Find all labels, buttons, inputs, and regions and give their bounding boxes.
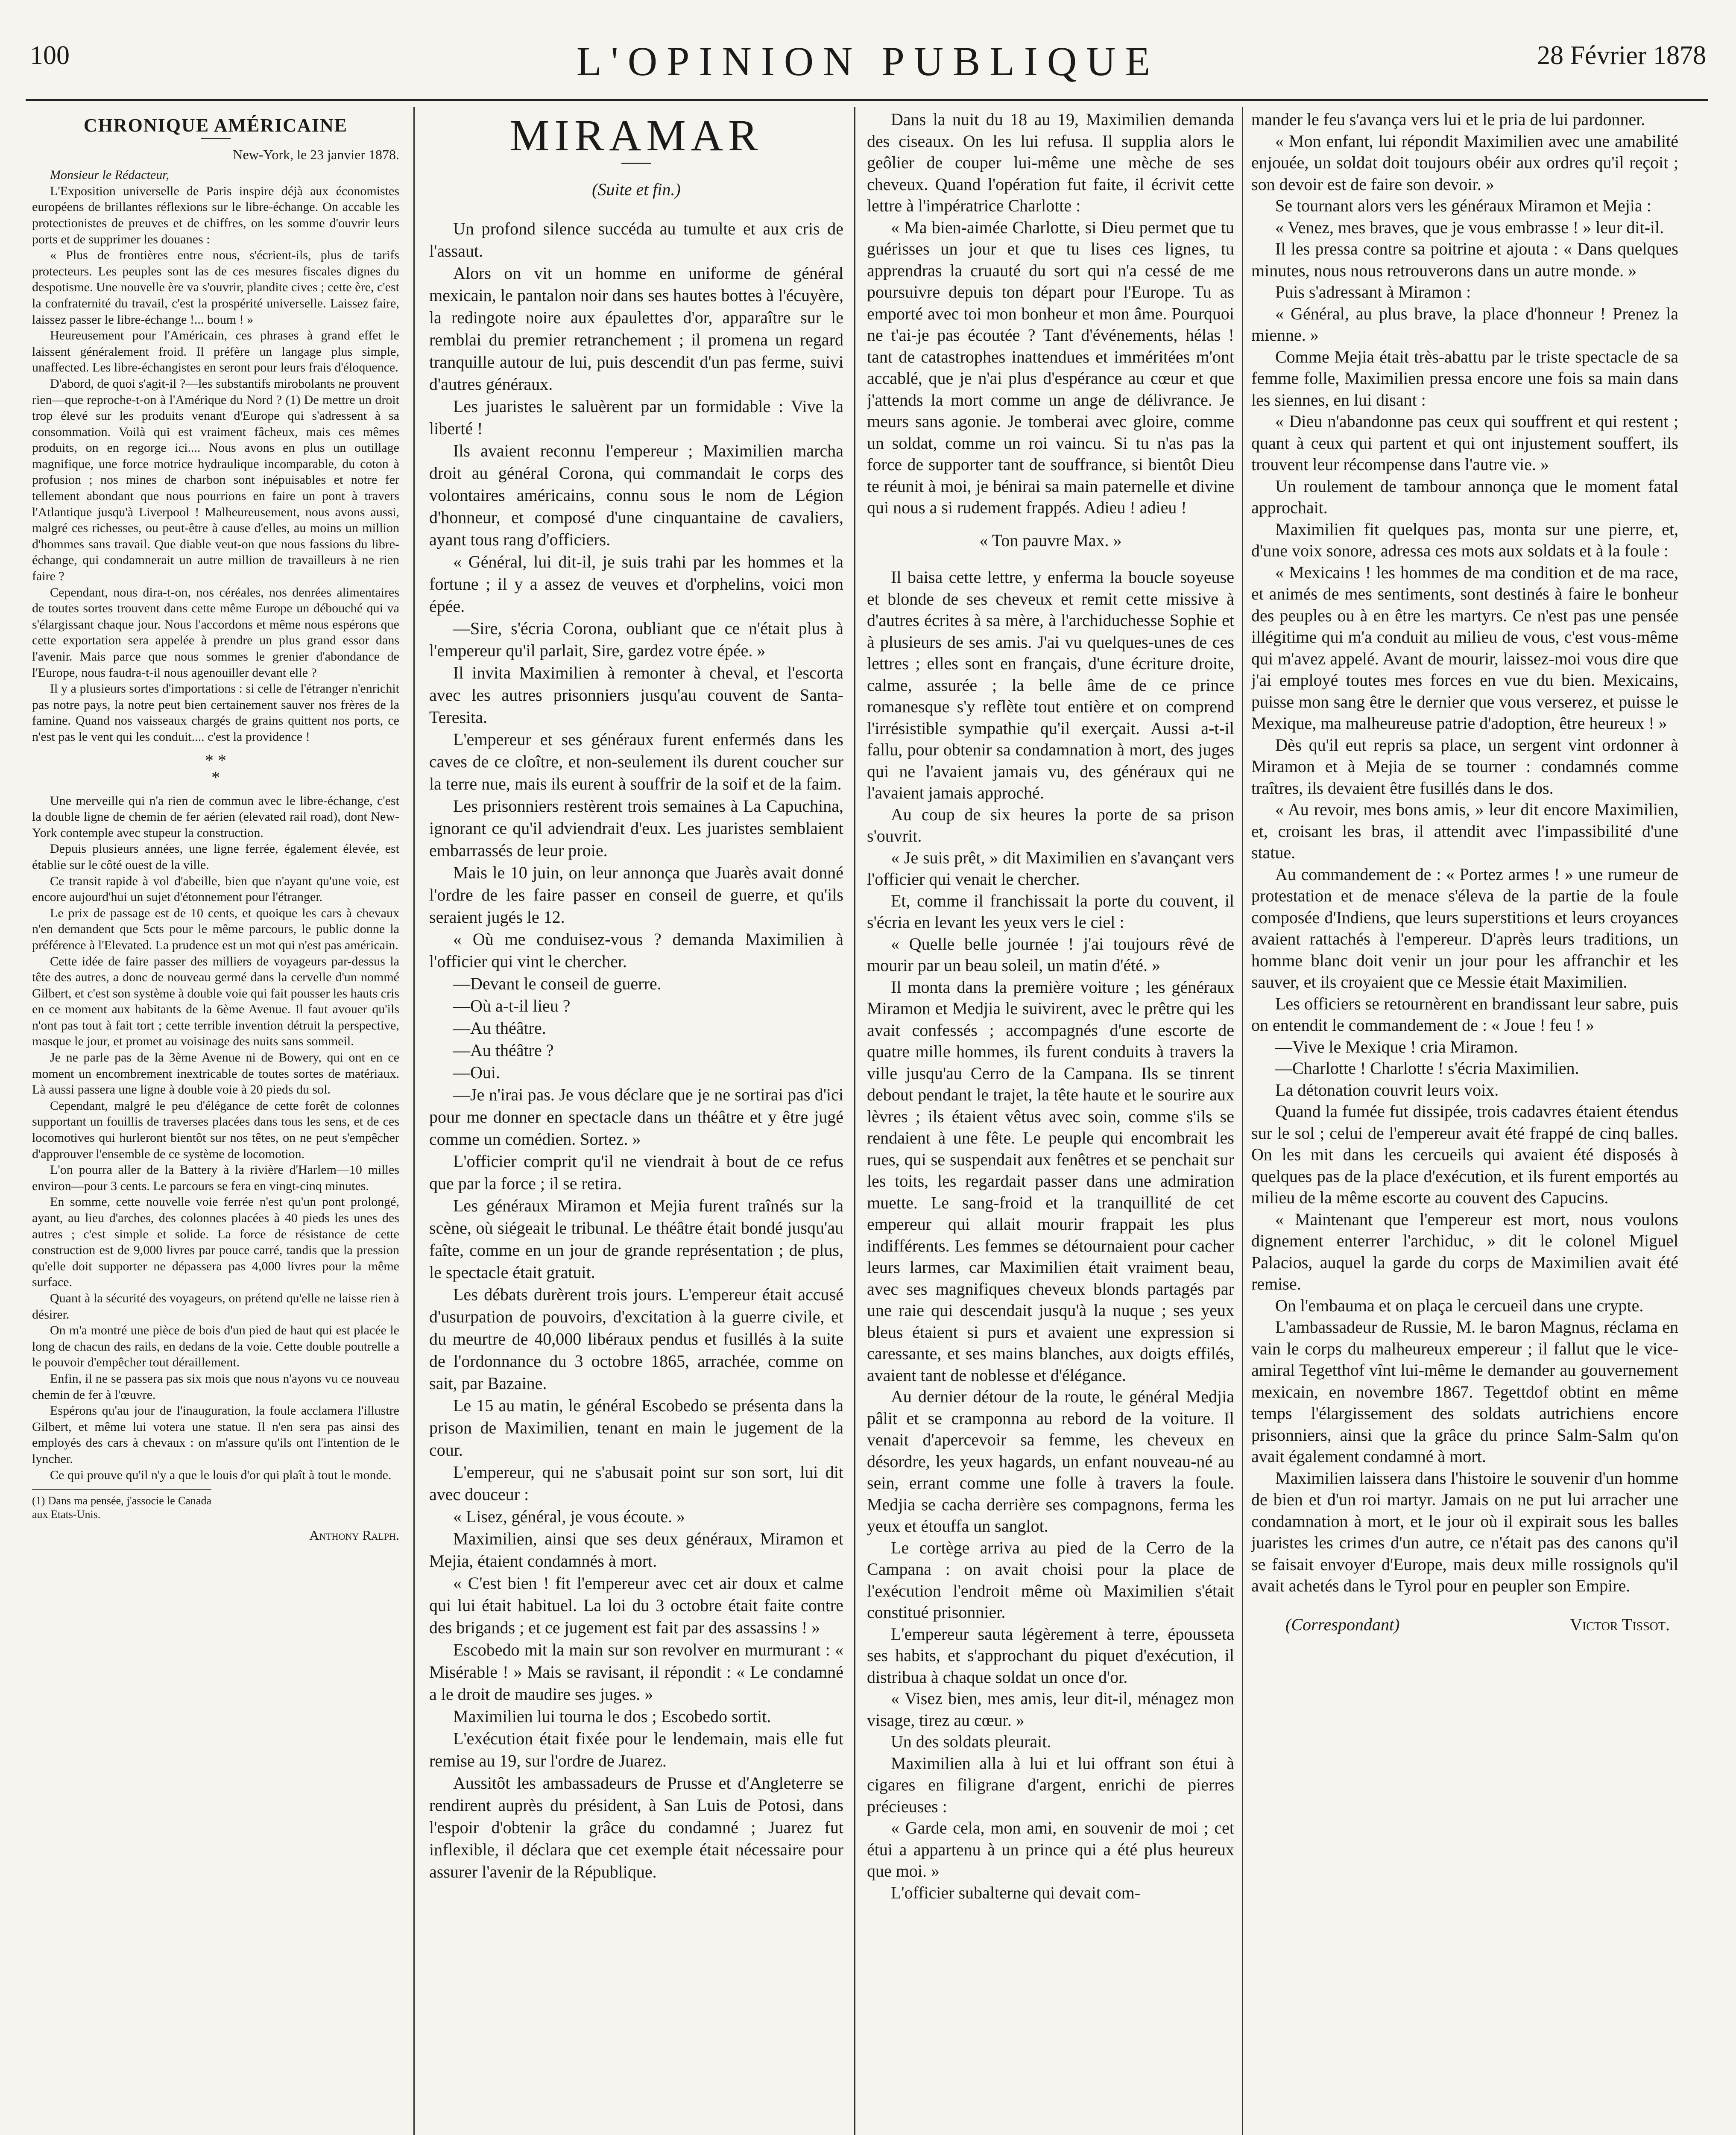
miramar-body-1 bbox=[429, 218, 843, 1883]
paragraph: —Au théâtre ? bbox=[453, 1041, 554, 1060]
paragraph: En somme, cette nouvelle voie ferrée n'est qu'un pont prolongé, ayant, au lieu d'arches, des colonnes placées à 40 pieds les unes des autres ; c'est simple et solide. La force de résistance de cette construction est de 9,000 livres par pouce carré, tandis que la pression qu'elle doit supporter ne dépassera pas 4,000 livres pour la même surface. bbox=[32, 1195, 399, 1290]
issue-date: 28 Février 1878 bbox=[1537, 41, 1706, 70]
miramar-column-3 bbox=[1251, 109, 1678, 2135]
page-number: 100 bbox=[30, 41, 70, 70]
column-divider bbox=[854, 107, 855, 2135]
paragraph: « Mon enfant, lui répondit Maximilien avec une amabilité enjouée, un soldat doit toujours obéir aux ordres qu'il reçoit ; son devoir est de faire son devoir. » bbox=[1251, 131, 1678, 194]
paragraph: —Oui. bbox=[453, 1063, 500, 1082]
paragraph: Puis s'adressant à Miramon : bbox=[1275, 282, 1471, 301]
miramar-subtitle: (Suite et fin.) bbox=[592, 180, 681, 199]
paragraph: « Mexicains ! les hommes de ma condition et de ma race, et animés de mes sentiments, sont destinés à faire le bonheur des peuples ou à en être les martyrs. Ce n'est pas une pensée illégitime qui m'a conduit au milieu de vous, c'est vous-même qui m'avez appelé. Avant de mourir, laissez-moi vous dire que j'ai employé toutes mes forces en vue du bien. Mexicains, puisse mon sang être le dernier que vous verserez, et puisse le Mexique, ma malheureuse patrie d'adoption, être heureux ! » bbox=[1251, 562, 1678, 733]
paragraph: Maximilien fit quelques pas, monta sur une pierre, et, d'une voix sonore, adressa ces mots aux soldats et à la foule : bbox=[1251, 519, 1678, 560]
paragraph: Le cortège arriva au pied de la Cerro de la Campana : on avait choisi pour la place de l'exécution l'endroit même où Maximilien s'était constitué prisonnier. bbox=[867, 1538, 1234, 1622]
miramar-title: MIRAMAR bbox=[509, 111, 763, 160]
paragraph: Une merveille qui n'a rien de commun avec le libre-échange, c'est la double ligne de chemin de fer aérien (elevated rail road), dont New-York contemple avec stupeur la construction. bbox=[32, 793, 399, 840]
paragraph: On l'embauma et on plaça le cercueil dans une crypte. bbox=[1275, 1296, 1644, 1315]
paragraph: Maximilien lui tourna le dos ; Escobedo sortit. bbox=[453, 1707, 771, 1726]
paragraph: Quand la fumée fut dissipée, trois cadavres étaient étendus sur le sol ; celui de l'empereur avait été frappé de cinq balles. On les mit dans les cercueils qui avaient été disposés à quelques pas de la place d'exécution, et ils furent emportés au milieu de la même escorte au couvent des Capucins. bbox=[1251, 1102, 1678, 1207]
miramar-body-3 bbox=[1251, 109, 1678, 1597]
paragraph: L'exécution était fixée pour le lendemain, mais elle fut remise au 19, sur l'ordre de Juarez. bbox=[429, 1729, 843, 1770]
miramar-body-2a bbox=[867, 109, 1234, 519]
paragraph: Un profond silence succéda au tumulte et aux cris de l'assaut. bbox=[429, 219, 843, 260]
paragraph: « Général, au plus brave, la place d'honneur ! Prenez la mienne. » bbox=[1251, 304, 1678, 345]
paragraph: —Devant le conseil de guerre. bbox=[453, 974, 662, 993]
paragraph: Enfin, il ne se passera pas six mois que nous n'ayons vu ce nouveau chemin de fer à l'œuvre. bbox=[32, 1371, 399, 1402]
paragraph: Depuis plusieurs années, une ligne ferrée, également élevée, est établie sur le côté ouest de la ville. bbox=[32, 842, 399, 872]
paragraph: « Où me conduisez-vous ? demanda Maximilien à l'officier qui vint le chercher. bbox=[429, 930, 843, 971]
chronique-body-a bbox=[32, 183, 399, 745]
asterism: * * * bbox=[205, 750, 226, 787]
paragraph: Un roulement de tambour annonça que le moment fatal approchait. bbox=[1251, 476, 1678, 517]
paragraph: « Plus de frontières entre nous, s'écrient-ils, plus de tarifs protecteurs. Les peuples sont las de ces mesures fiscales dignes du despotisme. Une nouvelle ère va s'ouvrir, plandite cives ; cette ère, c'est la confraternité du travail, c'est la prospérité universelle. Laissez faire, laissez passer le libre-échange !... boum ! » bbox=[32, 248, 399, 327]
paragraph: —Sire, s'écria Corona, oubliant que ce n'était plus à l'empereur qu'il parlait, Sire, gardez votre épée. » bbox=[429, 619, 843, 660]
miramar-column-1 bbox=[429, 109, 843, 2135]
paragraph: Cependant, malgré le peu d'élégance de cette forêt de colonnes supportant un fouillis de traverses placées dans tous les sens, et de ces locomotives qui hurleront bientôt sur nos têtes, on ne peut s'empêcher d'approuver l'ensemble de ce système de locomotion. bbox=[32, 1098, 399, 1161]
paragraph: D'abord, de quoi s'agit-il ?—les substantifs mirobolants ne prouvent rien—que reproche-t-on à l'Amérique du Nord ? (1) De mettre un droit trop élevé sur les produits venant d'Europe qui s'adressent à sa consommation. Voilà qui est vraiment fâcheux, mais ces mêmes produits, on en regorge ici.... Nous avons en plus un outillage magnifique, une force motrice hydraulique incomparable, du coton à profusion ; nos mines de charbon sont inépuisables et notre fer tellement abondant que nous pourrions en faire un pont à travers l'Atlantique jusqu'à Liverpool ! Malheureusement, nous avons aussi, malgré ces richesses, ou peut-être à cause d'elles, au moins un million d'hommes sans travail. Que diable veut-on que nous fassions du libre-échange, qui condamnerait un autre million de travailleurs à ne rien faire ? bbox=[32, 376, 399, 584]
paragraph: —Je n'irai pas. Je vous déclare que je ne sortirai pas d'ici pour me donner en spectacle dans un théâtre et y être jugé comme un comédien. Sortez. » bbox=[429, 1085, 843, 1149]
paragraph: Dès qu'il eut repris sa place, un sergent vint ordonner à Miramon et à Mejia de se tourner : condamnés comme traîtres, ils devaient être fusillés dans le dos. bbox=[1251, 735, 1678, 798]
paragraph: Ce qui prouve qu'il n'y a que le louis d'or qui plaît à tout le monde. bbox=[50, 1468, 392, 1482]
masthead-title: L'OPINION PUBLIQUE bbox=[576, 38, 1160, 84]
paragraph: —Charlotte ! Charlotte ! s'écria Maximilien. bbox=[1275, 1059, 1579, 1078]
paragraph: « Lisez, général, je vous écoute. » bbox=[453, 1507, 685, 1526]
paragraph: Les officiers se retournèrent en brandissant leur sabre, puis on entendit le commandement de : « Joue ! feu ! » bbox=[1251, 994, 1678, 1035]
paragraph: Comme Mejia était très-abattu par le triste spectacle de sa femme folle, Maximilien pressa encore une fois sa main dans les siennes, en lui disant : bbox=[1251, 347, 1678, 409]
paragraph: On m'a montré une pièce de bois d'un pied de haut qui est placée le long de chacun des rails, en dedans de la voie. Cette double poutrelle a le pouvoir d'empêcher tout déraillement. bbox=[32, 1323, 399, 1370]
paragraph: L'empereur et ses généraux furent enfermés dans les caves de ce cloître, et non-seulement ils durent coucher sur la terre nue, mais ils eurent à souffrir de la soif et de la faim. bbox=[429, 730, 843, 793]
paragraph: « Garde cela, mon ami, en souvenir de moi ; cet étui a appartenu à un prince qui a été plus heureux que moi. » bbox=[867, 1818, 1234, 1881]
paragraph: —Où a-t-il lieu ? bbox=[453, 996, 571, 1015]
paragraph: Alors on vit un homme en uniforme de général mexicain, le pantalon noir dans ses hautes bottes à l'écuyère, la redingote noire aux épaulettes d'or, apparaître sur le remblai du premier retranchement ; il promena un regard tranquille autour de lui, puis descendit d'un pas ferme, suivi d'autres généraux. bbox=[429, 263, 843, 394]
miramar-body-2b bbox=[867, 567, 1234, 1904]
paragraph: Escobedo mit la main sur son revolver en murmurant : « Misérable ! » Mais se ravisant, il répondit : « Le condamné a le droit de maudire ses juges. » bbox=[429, 1640, 843, 1704]
paragraph: « Général, lui dit-il, je suis trahi par les hommes et la fortune ; il y a assez de veuves et d'orphelins, voici mon épée. bbox=[429, 552, 843, 616]
paragraph: Les débats durèrent trois jours. L'empereur était accusé d'usurpation de pouvoirs, d'excitation à la guerre civile, et du meurtre de 40,000 libéraux pendus et fusillés à la suite de l'ordonnance du 3 octobre 1865, arrachée, comme on sait, par Bazaine. bbox=[429, 1285, 843, 1393]
paragraph: Mais le 10 juin, on leur annonça que Juarès avait donné l'ordre de les faire passer en conseil de guerre, et qu'ils seraient jugés le 12. bbox=[429, 863, 843, 927]
paragraph: L'officier subalterne qui devait com- bbox=[891, 1883, 1141, 1902]
paragraph: Se tournant alors vers les généraux Miramon et Mejia : bbox=[1275, 196, 1651, 215]
paragraph: L'officier comprit qu'il ne viendrait à bout de ce refus que par la force ; il se retira. bbox=[429, 1152, 843, 1193]
paragraph: Au commandement de : « Portez armes ! » une rumeur de protestation et de menace s'éleva de la partie de la foule composée d'Indiens, que leurs superstitions et leurs croyances avaient rattachés à l'empereur. D'après leurs traditions, un homme blanc doit venir un jour pour les affranchir et les sauver, et ils croyaient que ce Messie était Maximilien. bbox=[1251, 864, 1678, 991]
paragraph: Heureusement pour l'Américain, ces phrases à grand effet le laissent généralement froid. Il préfère un langage plus simple, unaffected. Les libre-échangistes en seront pour leurs frais d'éloquence. bbox=[32, 328, 399, 375]
paragraph: « Ma bien-aimée Charlotte, si Dieu permet que tu guérisses un jour et que tu lises ces lignes, tu apprendras la cruauté du sort qui n'a cessé de me poursuivre depuis ton départ pour l'Europe. Tu as emporté avec toi mon bonheur et mon âme. Pourquoi ne t'ai-je pas écoutée ? Tant d'événements, hélas ! tant de catastrophes inattendues et imméritées m'ont accablé, que je n'ai plus d'espérance au cœur et que j'attends la mort comme un ange de délivrance. Je meurs sans agonie. Je tomberai avec gloire, comme un soldat, comme un roi vaincu. Si tu n'as pas la force de supporter tant de souffrance, si bientôt Dieu te réunit à moi, je bénirai sa main paternelle et divine qui nous a si rudement frappés. Adieu ! adieu ! bbox=[867, 217, 1234, 517]
paragraph: L'empereur sauta légèrement à terre, épousseta ses habits, et s'approchant du piquet d'exécution, il distribua à chaque soldat un once d'or. bbox=[867, 1624, 1234, 1687]
letter-signature: « Ton pauvre Max. » bbox=[979, 530, 1122, 550]
paragraph: « Venez, mes braves, que je vous embrasse ! » leur dit-il. bbox=[1275, 217, 1664, 237]
correspondent-credit: (Correspondant) bbox=[1285, 1614, 1400, 1634]
paragraph: Il les pressa contre sa poitrine et ajouta : « Dans quelques minutes, nous nous retrouverons dans un autre monde. » bbox=[1251, 239, 1678, 280]
paragraph: Un des soldats pleurait. bbox=[891, 1732, 1051, 1751]
paragraph: Espérons qu'au jour de l'inauguration, la foule acclamera l'illustre Gilbert, et même lui votera une statue. Il n'en sera pas ainsi des employés des cars à chevaux : on m'assure qu'ils ont l'intention de le lyncher. bbox=[32, 1404, 399, 1466]
title-rule bbox=[201, 138, 231, 139]
paragraph: Et, comme il franchissait la porte du couvent, il s'écria en levant les yeux vers le ciel : bbox=[867, 891, 1234, 932]
paragraph: L'ambassadeur de Russie, M. le baron Magnus, réclama en vain le corps du malheureux empereur ; il fallut que le vice-amiral Tegetthof vînt lui-même le demander au gouvernement mexicain, en novembre 1867. Tegettdof obtint en même temps l'élargissement des soldats autrichiens encore prisonniers, ainsi que la grâce du prince Salm-Salm qu'on avait également condamné à mort. bbox=[1251, 1317, 1678, 1466]
chronique-body-b bbox=[32, 793, 399, 1483]
paragraph: La détonation couvrit leurs voix. bbox=[1275, 1080, 1499, 1100]
chronique-dateline: New-York, le 23 janvier 1878. bbox=[233, 146, 399, 162]
column-divider bbox=[413, 107, 415, 2135]
paragraph: « C'est bien ! fit l'empereur avec cet air doux et calme qui lui était habituel. La loi du 3 octobre était faite contre des brigands ; et ce jugement est fait par des assassins ! » bbox=[429, 1573, 843, 1637]
paragraph: « Dieu n'abandonne pas ceux qui souffrent et qui restent ; quant à ceux qui partent et qui ont injustement souffert, ils trouvent leur récompense dans l'autre vie. » bbox=[1251, 412, 1678, 474]
paragraph: « Maintenant que l'empereur est mort, nous voulons dignement enterrer l'archiduc, » dit le colonel Miguel Palacios, auquel la garde du corps de Maximilien avait été remise. bbox=[1251, 1209, 1678, 1293]
paragraph: Les prisonniers restèrent trois semaines à La Capuchina, ignorant ce qu'il adviendrait d'eux. Les juaristes semblaient embarrassés de leur proie. bbox=[429, 796, 843, 860]
paragraph: Au dernier détour de la route, le général Medjia pâlit et se cramponna au rebord de la voiture. Il venait d'apercevoir sa femme, les cheveux en désordre, les yeux hagards, un enfant nouveau-né au sein, errant comme une folle à travers la foule. Medjia se cacha derrière ses compagnons, ferma les yeux et étouffa un sanglot. bbox=[867, 1387, 1234, 1535]
chronique-column bbox=[32, 109, 399, 2135]
paragraph: Il y a plusieurs sortes d'importations : si celle de l'étranger n'enrichit pas notre pays, la notre peut bien certainement sauver nos frères de la famine. Quand nos vaisseaux chargés de grains quittent nos ports, ce n'est pas le vent qui les conduit.... c'est la providence ! bbox=[32, 681, 399, 744]
page-header bbox=[0, 0, 1736, 85]
paragraph: Aussitôt les ambassadeurs de Prusse et d'Angleterre se rendirent auprès du président, à San Luis de Potosi, dans l'espoir d'obtenir la grâce du condamné ; Juarez fut inflexible, il déclara que cet exemple était nécessaire pour assurer l'avenir de la République. bbox=[429, 1773, 843, 1881]
paragraph: —Vive le Mexique ! cria Miramon. bbox=[1275, 1037, 1518, 1056]
paragraph: Maximilien alla à lui et lui offrant son étui à cigares en filigrane d'argent, enrichi de pierres précieuses : bbox=[867, 1753, 1234, 1816]
paragraph: Il baisa cette lettre, y enferma la boucle soyeuse et blonde de ses cheveux et remit cette missive à d'autres écrites à sa mère, à l'archiduchesse Sophie et à plusieurs de ses amis. J'ai vu quelques-unes de ces lettres ; elles sont en français, d'une écriture droite, calme, assurée ; la belle âme de ce prince romanesque s'y reflète tout entière et on comprend l'irrésistible sympathie qu'il exerçait. Aussi a-t-il fallu, pour obtenir sa condamnation à mort, des juges qui ne l'avaient jamais vu, des généraux qui ne l'avaient jamais approché. bbox=[867, 567, 1234, 802]
chronique-signature: Anthony Ralph. bbox=[309, 1527, 399, 1543]
paragraph: L'empereur, qui ne s'abusait point sur son sort, lui dit avec douceur : bbox=[429, 1462, 843, 1504]
paragraph: Les généraux Miramon et Mejia furent traînés sur la scène, où siégeait le tribunal. Le théâtre était bondé jusqu'au faîte, comme en un jour de grande représentation ; de plus, le spectacle était gratuit. bbox=[429, 1196, 843, 1282]
paragraph: Il invita Maximilien à remonter à cheval, et l'escorta avec les autres prisonniers jusqu'au couvent de Santa-Teresita. bbox=[429, 663, 843, 727]
paragraph: Il monta dans la première voiture ; les généraux Miramon et Medjia le suivirent, avec le prêtre qui les avait confessés ; accompagnés d'une escorte de quatre mille hommes, ils furent conduits à travers la ville jusqu'au Cerro de la Campana. Ils se tinrent debout pendant le trajet, la tête haute et le sourire aux lèvres ; ils étaient vêtus avec soin, comme s'ils se rendaient à une fête. Le peuple qui encombrait les rues, qui se suspendait aux fenêtres et se penchait sur les toits, les regardait passer dans une admiration muette. Le sang-froid et la tranquillité de cet empereur qui allait mourir frappait les plus indifférents. Les femmes se détournaient pour cacher leurs larmes, car Maximilien était vraiment beau, avec ses magnifiques cheveux blonds partagés par une raie qui descendait jusqu'à la nuque ; ses yeux bleus étaient si purs et avaient une expression si caressante, et ses mains blanches, aux doigts effilés, avaient tant de noblesse et d'élégance. bbox=[867, 977, 1234, 1385]
chronique-salutation: Monsieur le Rédacteur, bbox=[50, 168, 170, 182]
chronique-title: CHRONIQUE AMÉRICAINE bbox=[83, 115, 348, 136]
paragraph: Quant à la sécurité des voyageurs, on prétend qu'elle ne laisse rien à désirer. bbox=[32, 1291, 399, 1322]
byline-row bbox=[1251, 1614, 1678, 1636]
column-divider bbox=[1242, 107, 1243, 2135]
paragraph: mander le feu s'avança vers lui et le pria de lui pardonner. bbox=[1251, 110, 1645, 129]
paragraph: « Visez bien, mes amis, leur dit-il, ménagez mon visage, tirez au cœur. » bbox=[867, 1689, 1234, 1730]
paragraph: « Au revoir, mes bons amis, » leur dit encore Maximilien, et, croisant les bras, il attendit avec l'impassibilité d'une statue. bbox=[1251, 800, 1678, 862]
paragraph: Cette idée de faire passer des milliers de voyageurs par-dessus la tête des autres, a donc de nouveau germé dans la cervelle d'un nommé Gilbert, et c'est son système à double voie qui fait pousser les hauts cris en ce moment aux habitants de la 6ème Avenue. Il faut avouer qu'ils n'ont pas tout à fait tort ; cette terrible invention détruit la perspective, masque le jour, et promet au voisinage des nuits sans sommeil. bbox=[32, 954, 399, 1049]
paragraph: Maximilien, ainsi que ses deux généraux, Miramon et Mejia, étaient condamnés à mort. bbox=[429, 1529, 843, 1571]
paragraph: Ils avaient reconnu l'empereur ; Maximilien marcha droit au général Corona, qui commandait le corps des volontaires américains, connu sous le nom de Légion d'honneur, et composé d'une cinquantaine de cavaliers, ayant tous rang d'officiers. bbox=[429, 441, 843, 549]
header-rule bbox=[26, 99, 1708, 101]
paragraph: Ce transit rapide à vol d'abeille, bien que n'ayant qu'une voie, est encore aujourd'hui un sujet d'étonnement pour l'étranger. bbox=[32, 874, 399, 904]
paragraph: « Quelle belle journée ! j'ai toujours rêvé de mourir par un beau soleil, un matin d'été. » bbox=[867, 934, 1234, 975]
paragraph: L'Exposition universelle de Paris inspire déjà aux économistes européens de brillantes réflexions sur le libre-échange. On accable les protectionistes de preuves et de chiffres, on les somme d'ouvrir leurs ports et de supprimer les douanes : bbox=[32, 184, 399, 246]
paragraph: Le 15 au matin, le général Escobedo se présenta dans la prison de Maximilien, tenant en main le jugement de la cour. bbox=[429, 1396, 843, 1459]
footnote: (1) Dans ma pensée, j'associe le Canada aux Etats-Unis. bbox=[32, 1489, 211, 1521]
paragraph: L'on pourra aller de la Battery à la rivière d'Harlem—10 milles environ—pour 3 cents. Le parcours se fera en vingt-cinq minutes. bbox=[32, 1163, 399, 1193]
paragraph: —Au théâtre. bbox=[453, 1018, 546, 1038]
title-rule bbox=[621, 163, 651, 164]
miramar-column-2 bbox=[867, 109, 1234, 2135]
paragraph: Au coup de six heures la porte de sa prison s'ouvrit. bbox=[867, 804, 1234, 845]
paragraph: Le prix de passage est de 10 cents, et quoique les cars à chevaux n'en demandent que 5cts pour le même parcours, le public donne la préférence à l'Elevated. La prudence est un mot qui n'est pas américain. bbox=[32, 906, 399, 952]
author-signature: Victor Tissot. bbox=[1570, 1614, 1670, 1634]
footnote-block bbox=[32, 1489, 399, 1521]
paragraph: Je ne parle pas de la 3ème Avenue ni de Bowery, qui ont en ce moment un encombrement inextricable de toutes sortes de matériaux. Là aussi passera une ligne à double voie à 20 pieds du sol. bbox=[32, 1050, 399, 1097]
paragraph: Dans la nuit du 18 au 19, Maximilien demanda des ciseaux. On les lui refusa. Il supplia alors le geôlier de couper lui-même une mèche de ses cheveux. Quand l'opération fut faite, il écrivit cette lettre à l'impératrice Charlotte : bbox=[867, 110, 1234, 215]
paragraph: « Je suis prêt, » dit Maximilien en s'avançant vers l'officier qui venait le chercher. bbox=[867, 848, 1234, 889]
paragraph: Les juaristes le saluèrent par un formidable : Vive la liberté ! bbox=[429, 397, 843, 438]
paragraph: Cependant, nous dira-t-on, nos céréales, nos denrées alimentaires de toutes sortes trouvent dans cette même Europe un débouché qui va s'élargissant chaque jour. Nous l'accordons et même nous espérons que cette exportation sera appelée à prendre un plus grand essor dans l'avenir. Mais parce que nous sommes le grenier d'abondance de l'Europe, nous faudra-t-il nous agenouiller devant elle ? bbox=[32, 585, 399, 680]
paragraph: Maximilien laissera dans l'histoire le souvenir d'un homme de bien et d'un roi martyr. Jamais on ne put lui arracher une condamnation à mort, et le jour où il expirait sous les balles juaristes les crimes d'un autre, ce n'était pas des canons qu'il se faisait envoyer d'Europe, mais deux mille rossignols qu'il avait achetés dans le Tyrol pour en peupler son Empire. bbox=[1251, 1468, 1678, 1595]
